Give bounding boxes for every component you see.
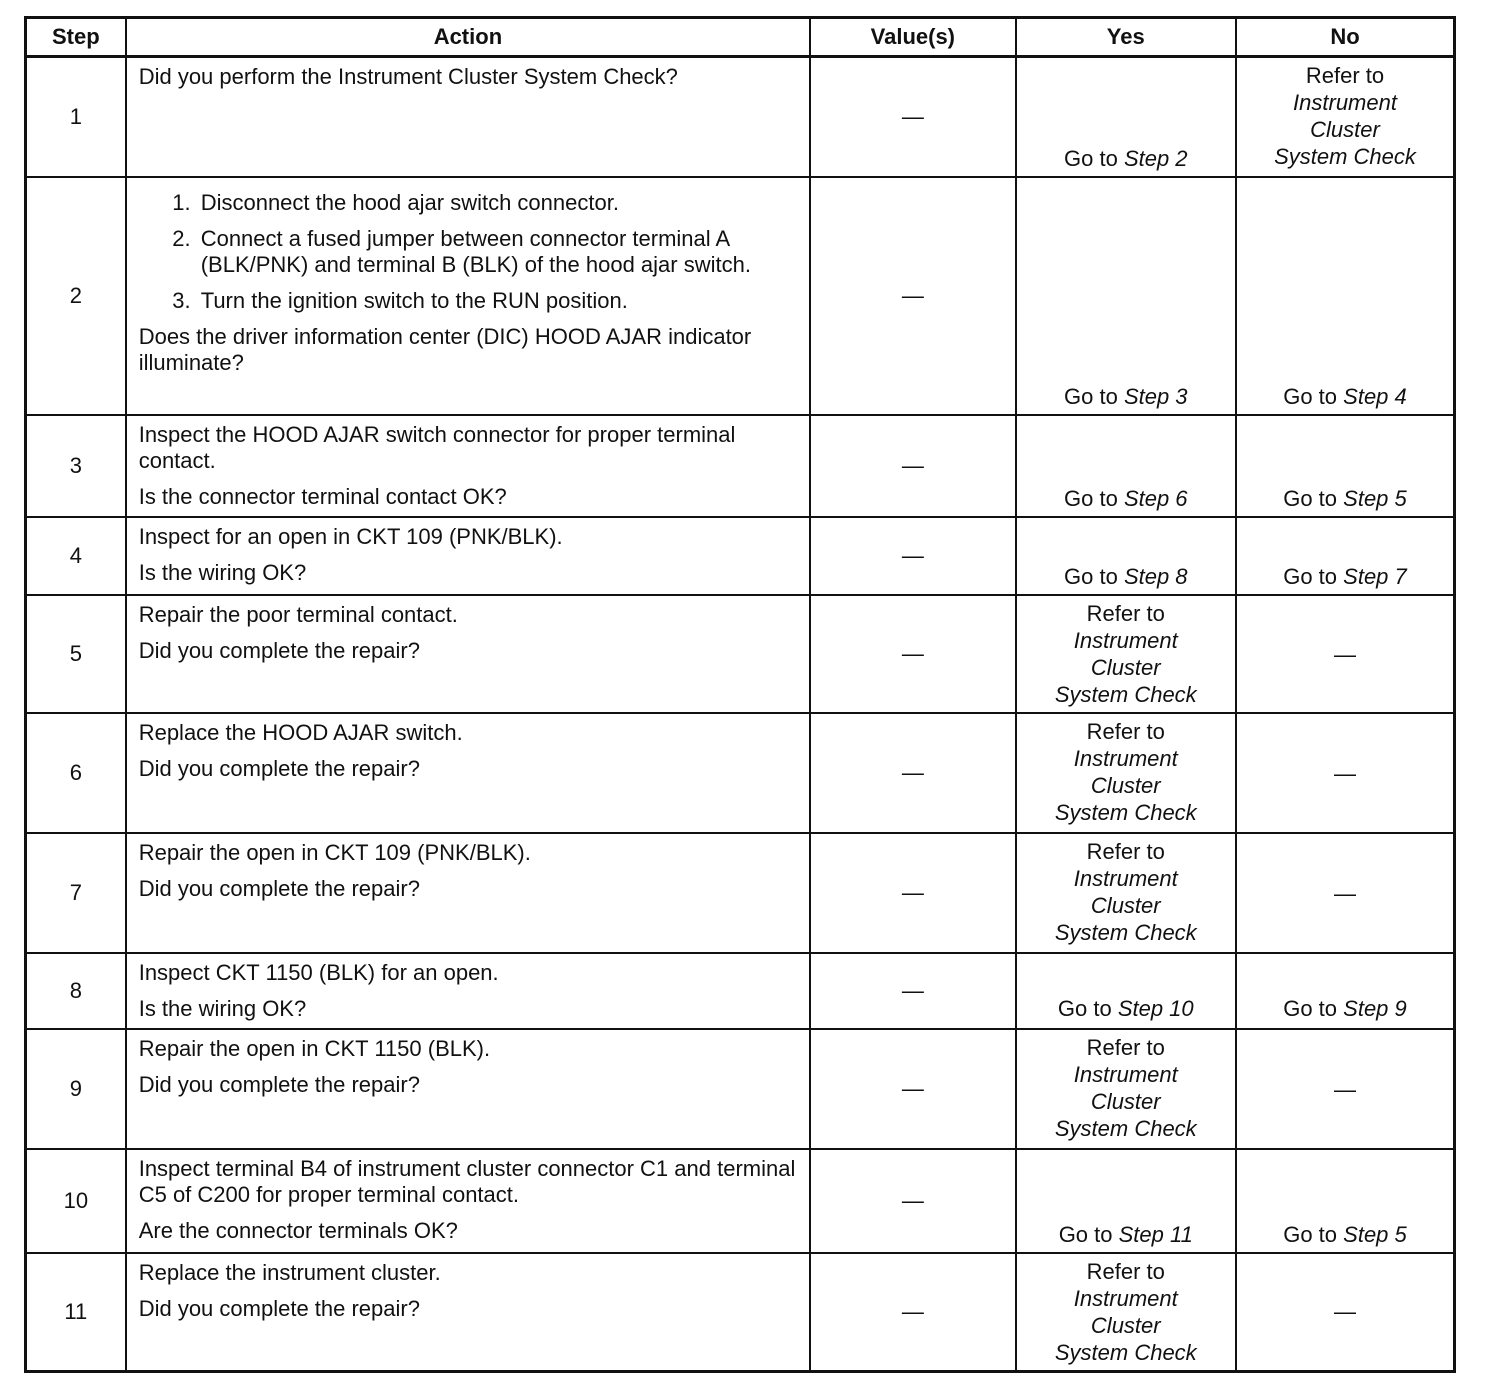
goto-target: Step 7 (1343, 564, 1407, 589)
step-number: 9 (26, 1029, 126, 1149)
refer-line: Refer to (1086, 601, 1165, 626)
no-cell (1236, 177, 1455, 415)
step-number: 1 (26, 57, 126, 178)
action-question: Is the connector terminal contact OK? (138, 484, 507, 509)
action-question: Is the wiring OK? (138, 560, 307, 585)
goto-prefix: Go to (1064, 384, 1118, 409)
step-number: 6 (26, 713, 126, 833)
yes-goto[interactable] (1059, 1221, 1193, 1248)
table-row-step-10 (26, 1149, 1455, 1253)
refer-line: Cluster (1090, 773, 1161, 798)
goto-target: Step 5 (1343, 486, 1407, 511)
goto-target: Step 2 (1123, 146, 1188, 171)
table-row-step-2 (26, 177, 1455, 415)
yes-refer[interactable] (1017, 714, 1235, 826)
no-goto[interactable] (1283, 383, 1407, 410)
action-cell (126, 713, 810, 833)
refer-line: Instrument (1073, 746, 1178, 771)
no-cell: — (1236, 833, 1455, 953)
value-cell: — (810, 415, 1015, 517)
action-list-item: 1. Disconnect the hood ajar switch connector. (197, 190, 797, 216)
goto-target: Step 6 (1123, 486, 1188, 511)
no-goto[interactable] (1283, 563, 1407, 590)
refer-line: Instrument (1073, 1286, 1178, 1311)
yes-refer[interactable] (1017, 1254, 1235, 1366)
action-question: Did you complete the repair? (138, 638, 420, 663)
table-row-step-3 (26, 415, 1455, 517)
refer-line: Instrument (1293, 90, 1397, 115)
goto-prefix: Go to (1283, 1222, 1338, 1247)
no-cell (1236, 57, 1455, 178)
no-cell: — (1236, 1029, 1455, 1149)
refer-line: Instrument (1073, 866, 1178, 891)
action-cell (126, 177, 810, 415)
yes-cell (1016, 713, 1236, 833)
step-number: 7 (26, 833, 126, 953)
refer-line: Instrument (1073, 1062, 1178, 1087)
no-cell (1236, 953, 1455, 1029)
no-cell (1236, 517, 1455, 595)
yes-cell (1016, 415, 1236, 517)
header-values: Value(s) (810, 18, 1015, 57)
action-text: Inspect for an open in CKT 109 (PNK/BLK). (138, 524, 563, 549)
goto-target: Step 5 (1343, 1222, 1407, 1247)
action-cell (126, 953, 810, 1029)
action-cell (126, 833, 810, 953)
action-question: Did you complete the repair? (138, 1072, 420, 1097)
action-text: Inspect CKT 1150 (BLK) for an open. (138, 960, 499, 985)
refer-line: System Check (1054, 1340, 1197, 1365)
action-text: Replace the instrument cluster. (138, 1260, 441, 1285)
value-cell: — (810, 57, 1015, 178)
refer-line: Cluster (1090, 1089, 1161, 1114)
step-number: 10 (26, 1149, 126, 1253)
refer-line: Refer to (1086, 1259, 1165, 1284)
goto-target: Step 10 (1117, 996, 1194, 1021)
yes-goto[interactable] (1064, 563, 1188, 590)
header-no: No (1236, 18, 1455, 57)
value-cell: — (810, 595, 1015, 713)
header-row (26, 18, 1455, 57)
no-cell: — (1236, 713, 1455, 833)
step-number: 11 (26, 1253, 126, 1371)
goto-target: Step 4 (1343, 384, 1407, 409)
value-cell: — (810, 833, 1015, 953)
yes-cell (1016, 177, 1236, 415)
action-question: Is the wiring OK? (138, 996, 307, 1021)
yes-refer[interactable] (1017, 596, 1235, 708)
action-cell (126, 517, 810, 595)
goto-prefix: Go to (1283, 486, 1338, 511)
goto-prefix: Go to (1064, 146, 1118, 171)
refer-line: Cluster (1310, 117, 1380, 142)
goto-prefix: Go to (1283, 384, 1338, 409)
action-question: Are the connector terminals OK? (138, 1218, 458, 1243)
goto-target: Step 9 (1343, 996, 1407, 1021)
refer-line: System Check (1054, 920, 1197, 945)
no-refer[interactable] (1237, 58, 1453, 170)
yes-cell (1016, 517, 1236, 595)
value-cell: — (810, 177, 1015, 415)
value-cell: — (810, 517, 1015, 595)
refer-line: Instrument (1073, 628, 1178, 653)
refer-line: Cluster (1090, 893, 1161, 918)
yes-refer[interactable] (1017, 1030, 1235, 1142)
yes-goto[interactable] (1064, 145, 1188, 172)
yes-refer[interactable] (1017, 834, 1235, 946)
no-goto[interactable] (1283, 995, 1407, 1022)
action-text: Inspect the HOOD AJAR switch connector for proper terminal contact. (138, 422, 736, 473)
yes-goto[interactable] (1064, 383, 1188, 410)
yes-goto[interactable] (1064, 485, 1188, 512)
action-step-list (139, 190, 797, 314)
no-cell (1236, 1149, 1455, 1253)
action-question: Did you complete the repair? (138, 876, 420, 901)
yes-cell (1016, 953, 1236, 1029)
value-cell: — (810, 1029, 1015, 1149)
step-number: 8 (26, 953, 126, 1029)
yes-cell (1016, 833, 1236, 953)
goto-prefix: Go to (1057, 996, 1112, 1021)
action-cell (126, 595, 810, 713)
action-text: Repair the open in CKT 109 (PNK/BLK). (138, 840, 531, 865)
action-cell (126, 1029, 810, 1149)
value-cell: — (810, 1253, 1015, 1371)
goto-prefix: Go to (1064, 564, 1118, 589)
table-row-step-11 (26, 1253, 1455, 1371)
goto-prefix: Go to (1058, 1222, 1113, 1247)
action-text: Inspect terminal B4 of instrument cluster connector C1 and terminal C5 of C200 for proper terminal contact. (138, 1156, 796, 1207)
refer-line: System Check (1054, 1116, 1197, 1141)
yes-cell (1016, 1029, 1236, 1149)
yes-cell (1016, 595, 1236, 713)
no-cell (1236, 415, 1455, 517)
refer-line: Refer to (1086, 839, 1165, 864)
refer-line: Refer to (1086, 1035, 1165, 1060)
action-text: Repair the poor terminal contact. (138, 602, 458, 627)
action-list-item: 2. Connect a fused jumper between connector terminal A (BLK/PNK) and terminal B (BLK) of the hood ajar switch. (197, 226, 797, 278)
value-cell: — (810, 713, 1015, 833)
goto-prefix: Go to (1283, 564, 1338, 589)
table-row-step-8 (26, 953, 1455, 1029)
action-text: Did you perform the Instrument Cluster System Check? (138, 64, 678, 89)
step-number: 2 (26, 177, 126, 415)
action-text: Repair the open in CKT 1150 (BLK). (138, 1036, 491, 1061)
action-question: Did you complete the repair? (138, 756, 420, 781)
refer-line: Refer to (1305, 63, 1385, 88)
no-cell: — (1236, 595, 1455, 713)
diagnostic-table (24, 16, 1456, 1373)
table-row-step-5 (26, 595, 1455, 713)
action-text: Replace the HOOD AJAR switch. (138, 720, 463, 745)
refer-line: System Check (1054, 682, 1197, 707)
yes-goto[interactable] (1058, 995, 1194, 1022)
refer-line: System Check (1054, 800, 1197, 825)
step-number: 5 (26, 595, 126, 713)
step-number: 4 (26, 517, 126, 595)
action-cell (126, 57, 810, 178)
table-row-step-7 (26, 833, 1455, 953)
action-list-item: 3. Turn the ignition switch to the RUN position. (197, 288, 797, 314)
action-question: Does the driver information center (DIC) HOOD AJAR indicator illuminate? (138, 324, 752, 375)
refer-line: System Check (1274, 144, 1416, 169)
goto-target: Step 3 (1123, 384, 1188, 409)
header-yes: Yes (1016, 18, 1236, 57)
action-cell (126, 1149, 810, 1253)
step-number: 3 (26, 415, 126, 517)
yes-cell (1016, 1149, 1236, 1253)
no-goto[interactable] (1283, 1221, 1407, 1248)
goto-prefix: Go to (1283, 996, 1338, 1021)
goto-target: Step 8 (1123, 564, 1188, 589)
refer-line: Cluster (1090, 655, 1161, 680)
no-cell: — (1236, 1253, 1455, 1371)
table-row-step-4 (26, 517, 1455, 595)
refer-line: Refer to (1086, 719, 1165, 744)
goto-prefix: Go to (1064, 486, 1118, 511)
yes-cell (1016, 57, 1236, 178)
value-cell: — (810, 1149, 1015, 1253)
no-goto[interactable] (1283, 485, 1407, 512)
refer-line: Cluster (1090, 1313, 1161, 1338)
header-action: Action (126, 18, 810, 57)
action-cell (126, 415, 810, 517)
action-question: Did you complete the repair? (138, 1296, 420, 1321)
goto-target: Step 11 (1118, 1222, 1193, 1247)
value-cell: — (810, 953, 1015, 1029)
header-step: Step (26, 18, 126, 57)
table-row-step-9 (26, 1029, 1455, 1149)
table-row-step-6 (26, 713, 1455, 833)
yes-cell (1016, 1253, 1236, 1371)
action-cell (126, 1253, 810, 1371)
table-row-step-1 (26, 57, 1455, 178)
